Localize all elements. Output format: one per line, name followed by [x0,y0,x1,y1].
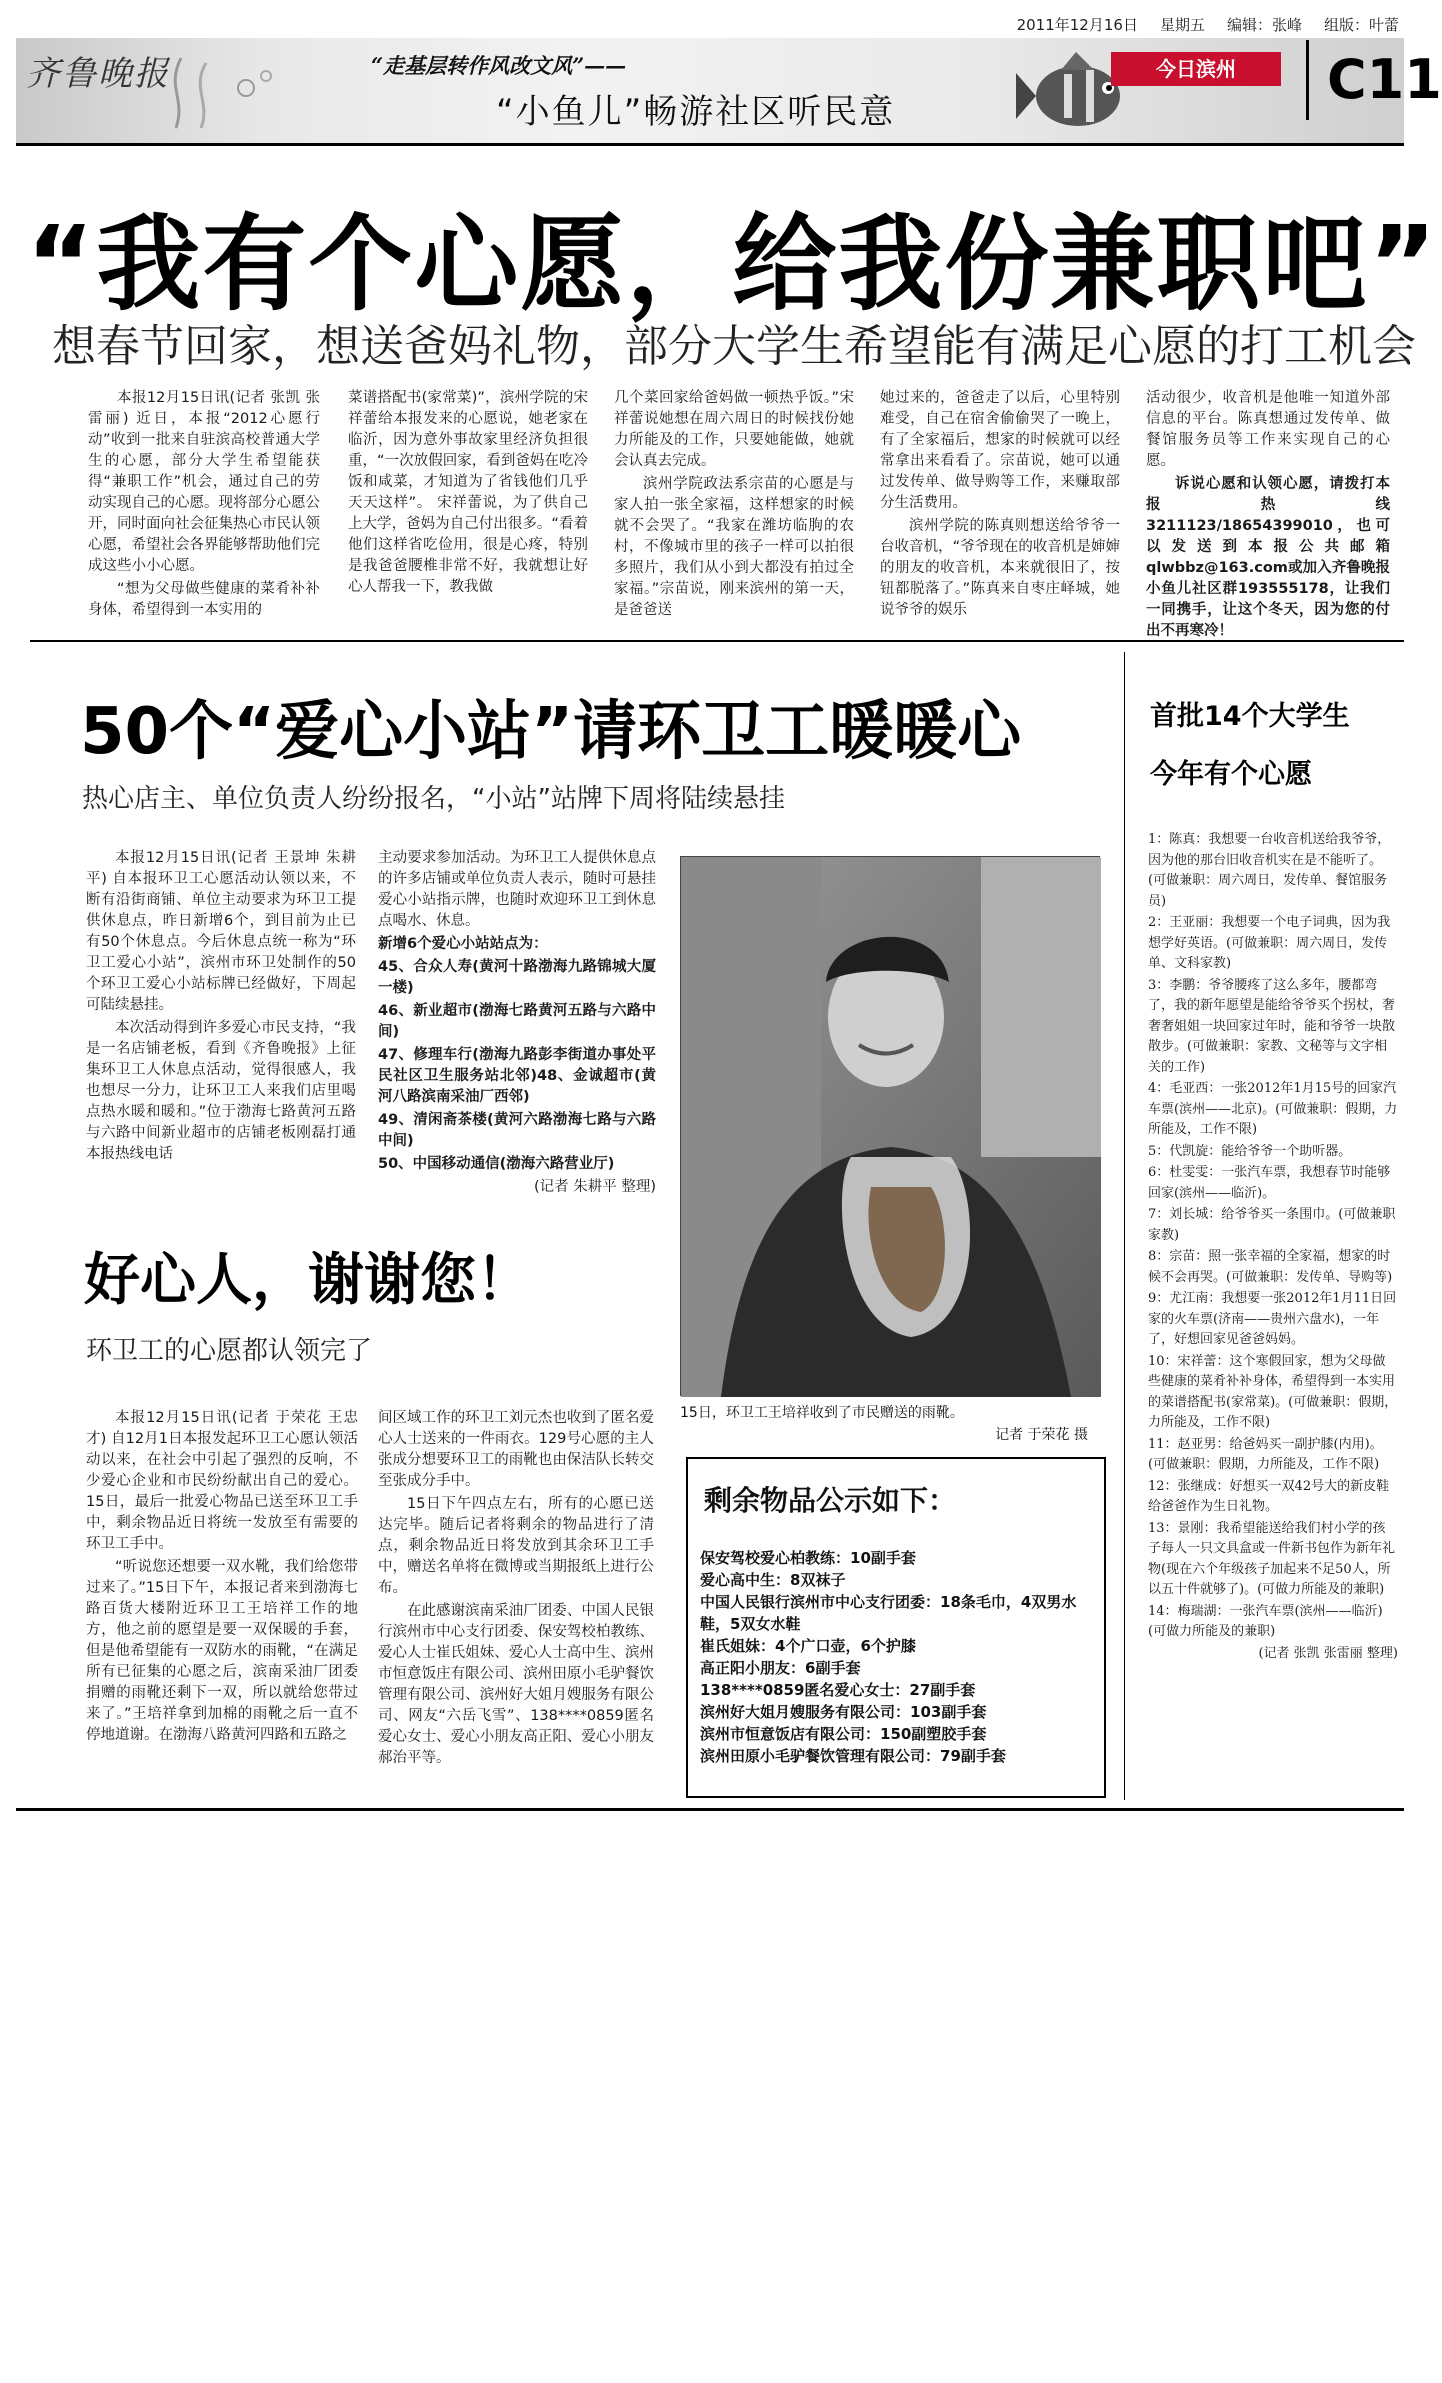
wish-list-item: 14：梅瑞湖：一张汽车票(滨州——临沂)(可做力所能及的兼职) [1148,1603,1383,1639]
article2-paragraph: 本次活动得到许多爱心市民支持，“我是一名店铺老板，看到《齐鲁晚报》上征集环卫工人休息点活动，觉得很感人，我也想尽一分力，让环卫工人来我们店里喝点热水暖和暖和。”位于渤海七路黄河五路与六路中间新业超市的店铺老板刚磊打通本报热线电话 [86,1020,356,1162]
slogan-column: “小鱼儿”畅游社区听民意 [496,92,896,132]
wish-list-item: 12：张继成：好想买一双42号大的新皮鞋给爸爸作为生日礼物。 [1148,1478,1390,1514]
article1-paragraph: 滨州学院政法系宗苗的心愿是与家人拍一张全家福，这样想家的时候就不会哭了。“我家在潍坊临朐的农村，不像城市里的孩子一样可以拍很多照片，我们从小到大都没有拍过全家福。”宗苗说，刚来滨州的第一天，是爸爸送 [614,476,854,618]
article2-subhead: 热心店主、单位负责人纷纷报名，“小站”站牌下周将陆续悬挂 [82,784,785,814]
kiosk-list-item: 49、清闲斋茶楼(黄河六路渤海七路与六路中间) [378,1112,656,1149]
section-badge: 今日滨州 [1111,52,1281,86]
article2-paragraph: 本报12月15日讯(记者 王景坤 朱耕平) 自本报环卫工心愿活动认领以来，不断有沿街商铺、单位主动要求为环卫工提供休息点，昨日新增6个，到目前为止已有50个休息点。今后休息点统一称为“环卫工爱心小站”，滨州市环卫处制作的50个环卫工爱心小站标牌已经做好，下周起可陆续悬挂。 [86,850,356,1013]
sidebar-title-line2: 今年有个心愿 [1150,759,1312,790]
wish-list [1148,830,1398,1665]
article1-contact-paragraph: 诉说心愿和认领心愿，请拨打本报热线3211123/18654399010，也可以发送到本报公共邮箱qlwbbz@163.com或加入齐鲁晚报小鱼儿社区群193555178，让我们一同携手，让这个冬天，因为您的付出不再寒冷！ [1146,476,1390,639]
article2-column-2 [378,848,656,1200]
article3-paragraph: “听说您还想要一双水靴，我们给您带过来了。”15日下午，本报记者来到渤海七路百货大楼附近环卫工王培祥工作的地方，他之前的愿望是要一双保暖的手套，但是他希望能有一双防水的雨靴，“在满足所有已征集的心愿之后，滨南采油厂团委捐赠的雨靴还剩下一双，所以就给您带过来了。”王培祥拿到加棉的雨靴之后一直不停地道谢。在渤海八路黄河四路和五路之 [86,1559,358,1743]
masthead [16,38,1442,146]
page-bottom-rule [16,1808,1404,1811]
article1-column-1 [88,388,320,623]
layout-editor: 组版：叶蕾 [1323,16,1399,34]
dateline [1017,14,1399,35]
article3-headline: 好心人，谢谢您！ [84,1248,532,1313]
wish-list-item: 1：陈真：我想要一台收音机送给我爷爷，因为他的那台旧收音机实在是不能听了。(可做兼职：周六周日，发传单、餐馆服务员) [1148,832,1391,909]
box-line: 中国人民银行滨州市中心支行团委：18条毛巾，4双男水鞋，5双女水鞋 [700,1593,1077,1633]
photo-caption-block [680,1402,1100,1446]
article3-paragraph: 15日下午四点左右，所有的心愿已送达完毕。随后记者将剩余的物品进行了清点，剩余物品近日将发放到其余环卫工手中，赠送名单将在微博或当期报纸上进行公布。 [378,1496,654,1596]
weekday: 星期五 [1159,16,1205,34]
wish-list-item: 8：宗苗：照一张幸福的全家福，想家的时候不会再哭。(可做兼职：发传单、导购等) [1148,1249,1393,1285]
sidebar-title: 首批14个大学生 [1150,701,1350,732]
slogan-campaign: “走基层转作风改文风”—— [371,53,627,78]
kiosk-list-item: 47、修理车行(渤海九路彭李街道办事处平民社区卫生服务站北邻)48、金诚超市(黄河八路滨南采油厂西邻) [378,1047,656,1105]
photo-illustration [681,857,1101,1397]
seaweed-decoration-icon [166,58,286,128]
article1-column-2 [348,388,588,600]
box-line: 滨州市恒意饭店有限公司：150副塑胶手套 [700,1725,987,1743]
article1-column-5 [1146,388,1390,644]
article2-list-title: 新增6个爱心小站站点为： [378,936,548,952]
article2-paragraph: 主动要求参加活动。为环卫工人提供休息点的许多店铺或单位负责人表示，随时可悬挂爱心小站指示牌，也随时欢迎环卫工到休息点喝水、休息。 [378,850,656,929]
box-line: 138****0859匿名爱心女士：27副手套 [700,1681,976,1699]
brand-logo: 齐鲁晚报 [26,54,170,94]
box-line: 高正阳小朋友：6副手套 [700,1659,861,1677]
box-title: 剩余物品公示如下： [704,1484,957,1517]
editor: 编辑：张峰 [1226,16,1302,34]
column-divider [1124,652,1125,1800]
news-photo [680,856,1100,1396]
article3-paragraph: 间区域工作的环卫工刘元杰也收到了匿名爱心人士送来的一件雨衣。129号心愿的主人张成分想要环卫工的雨靴也由保洁队长转交至张成分手中。 [378,1410,654,1489]
article1-paragraph: 她过来的，爸爸走了以后，心里特别难受，自己在宿舍偷偷哭了一晚上，有了全家福后，想家的时候就可以经常拿出来看看了。宗苗说，她可以通过发传单、做导购等工作，来赚取部分生活费用。 [880,390,1120,511]
wish-list-item: 4：毛亚西：一张2012年1月15号的回家汽车票(滨州——北京)。(可做兼职：假期，力所能及，工作不限) [1148,1081,1398,1137]
remaining-items-box [686,1457,1106,1798]
wish-list-item: 5：代凯旋：能给爷爷一个助听器。 [1148,1143,1352,1159]
photo-credit: 记者 于荣花 摄 [995,1427,1088,1443]
article3-paragraph: 在此感谢滨南采油厂团委、中国人民银行滨州市中心支行团委、保安驾校柏教练、爱心人士崔氏姐妹、爱心人士高中生、滨州市恒意饭庄有限公司、滨州田原小毛驴餐饮管理有限公司、滨州好大姐月嫂服务有限公司、网友“六岳飞雪”、138****0859匿名爱心女士、爱心小朋友高正阳、爱心小朋友郝治平等。 [378,1603,654,1766]
sidebar-signature: (记者 张凯 张雷丽 整理) [1258,1645,1398,1661]
box-line: 爱心高中生：8双袜子 [700,1571,846,1589]
photo-caption: 15日，环卫工王培祥收到了市民赠送的雨靴。 [680,1405,964,1421]
box-line: 滨州田原小毛驴餐饮管理有限公司：79副手套 [700,1747,1006,1765]
article1-column-4 [880,388,1120,623]
box-line: 保安驾校爱心柏教练：10副手套 [700,1549,916,1567]
page-number: C11 [1306,40,1442,120]
wish-list-item: 9：尤江南：我想要一张2012年1月11日回家的火车票(济南——贵州六盘水)，一年了，好想回家见爸爸妈妈。 [1148,1291,1397,1347]
article1-paragraph: 滨州学院的陈真则想送给爷爷一台收音机，“爷爷现在的收音机是婶婶的朋友的收音机，本来就很旧了，按钮都脱落了。”陈真来自枣庄峄城，她说爷爷的娱乐 [880,518,1120,618]
wish-list-item: 10：宋祥蕾：这个寒假回家，想为父母做些健康的菜肴补补身体，希望得到一本实用的菜谱搭配书(家常菜)。(可做兼职：假期，力所能及，工作不限) [1148,1353,1398,1430]
box-line: 滨州好大姐月嫂服务有限公司：103副手套 [700,1703,987,1721]
article1-column-3 [614,388,854,623]
article1-paragraph: 本报12月15日讯(记者 张凯 张雷丽) 近日，本报“2012心愿行动”收到一批来自驻滨高校普通大学生的心愿，部分大学生希望能获得“兼职工作”机会，通过自己的劳动实现自己的心愿。现将部分心愿公开，同时面向社会征集热心市民认领心愿，希望社会各界能够帮助他们完成这些小小心愿。 [88,390,320,574]
article3-paragraph: 本报12月15日讯(记者 于荣花 王忠才) 自12月1日本报发起环卫工心愿认领活动以来，在社会中引起了强烈的反响，不少爱心企业和市民纷纷献出自己的爱心。15日，最后一批爱心物品已送至环卫工手中，剩余物品近日将统一发放至有需要的环卫工手中。 [86,1410,358,1552]
article3-column-2 [378,1408,654,1771]
article1-paragraph: 活动很少，收音机是他唯一知道外部信息的平台。陈真想通过发传单、做餐馆服务员等工作来实现自己的心愿。 [1146,390,1390,469]
wish-list-item: 13：景刚：我希望能送给我们村小学的孩子每人一只文具盒或一件新书包作为新年礼物(现在六个年级孩子加起来不足50人，所以五十件就够了)。(可做力所能及的兼职) [1148,1520,1396,1597]
article3-column-1 [86,1408,358,1748]
article3-subhead: 环卫工的心愿都认领完了 [86,1336,373,1366]
article2-headline: 50个“爱心小站”请环卫工暖暖心 [80,695,1022,769]
box-line: 崔氏姐妹：4个广口壶，6个护膝 [700,1637,916,1655]
kiosk-list-item: 46、新业超市(渤海七路黄河五路与六路中间) [378,1003,656,1040]
wish-list-item: 2：王亚丽：我想要一个电子词典，因为我想学好英语。(可做兼职：周六周日，发传单、文科家教) [1148,915,1391,971]
article1-headline: “我有个心愿，给我份兼职吧” [26,203,1439,325]
article1-paragraph: 菜谱搭配书(家常菜)”，滨州学院的宋祥蕾给本报发来的心愿说，她老家在临沂，因为意外事故家里经济负担很重，“一次放假回家，看到爸妈在吃冷饭和咸菜，才知道为了省钱他们几乎天天这样”。 宋祥蕾说，为了供自己上大学，爸妈为自己付出很多。“看着他们这样省吃俭用，很是心疼，特别是我爸爸腰椎非常不好，我就想让好心人帮我一下，教我做 [348,390,588,595]
date: 2011年12月16日 [1016,16,1138,34]
wish-list-item: 11：赵亚男：给爸妈买一副护膝(内用)。(可做兼职：假期，力所能及，工作不限) [1148,1436,1383,1472]
article2-column-1 [86,848,356,1167]
article1-subhead: 想春节回家，想送爸妈礼物，部分大学生希望能有满足心愿的打工机会 [52,321,1416,372]
wish-list-item: 3：李鹏：爷爷腰疼了这么多年，腰都弯了，我的新年愿望是能给爷爷买个拐杖，奢奢奢姐姐一块回家过年时，能和爷爷一块散散步。(可做兼职：家教、文秘等与文字相关的工作) [1148,977,1396,1075]
article2-signature: (记者 朱耕平 整理) [533,1179,656,1195]
wish-list-item: 6：杜雯雯：一张汽车票，我想春节时能够回家(滨州——临沂)。 [1148,1165,1391,1201]
kiosk-list-item: 50、中国移动通信(渤海六路营业厅) [378,1156,615,1172]
article1-paragraph: “想为父母做些健康的菜肴补补身体，希望得到一本实用的 [88,581,320,618]
wish-list-item: 7：刘长城：给爷爷买一条围巾。(可做兼职家教) [1148,1207,1396,1243]
kiosk-list-item: 45、合众人寿(黄河十路渤海九路锦城大厦一楼) [378,959,656,996]
article1-paragraph: 几个菜回家给爸妈做一顿热乎饭。”宋祥蕾说她想在周六周日的时候找份她力所能及的工作，只要她能做，她就会认真去完成。 [614,390,854,469]
section-divider [30,640,1404,642]
